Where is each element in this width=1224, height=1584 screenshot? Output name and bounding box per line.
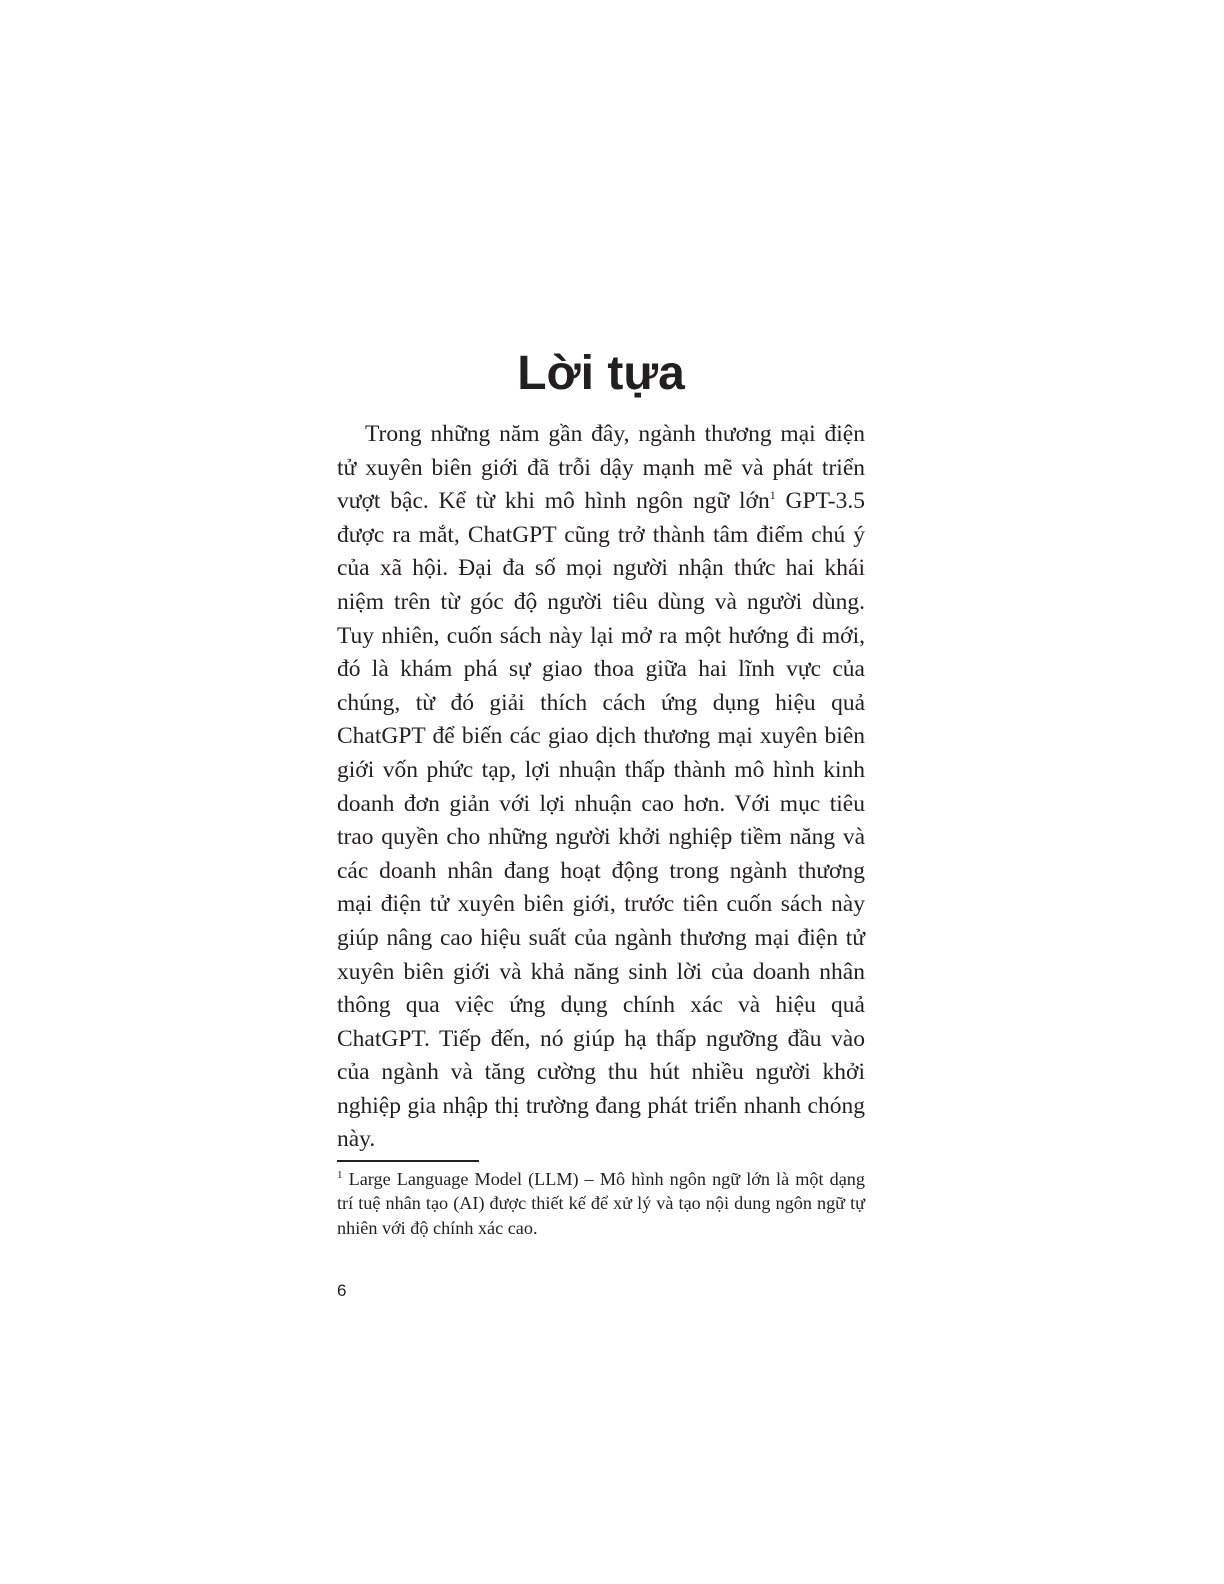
body-text-part-2: GPT-3.5 được ra mắt, ChatGPT cũng trở thành tâm điểm chú ý của xã hội. Đại đa số mọi người nhận thức hai khái niệm trên từ góc độ người tiêu dùng và người dùng. Tuy nhiên, cuốn sách này lại mở ra một hướng đi mới, đó là khám phá sự giao thoa giữa hai lĩnh vực của chúng, từ đó giải thích cách ứng dụng hiệu quả ChatGPT để biến các giao dịch thương mại xuyên biên giới vốn phức tạp, lợi nhuận thấp thành mô hình kinh doanh đơn giản với lợi nhuận cao hơn. Với mục tiêu trao quyền cho những người khởi nghiệp tiềm năng và các doanh nhân đang hoạt động trong ngành thương mại điện tử xuyên biên giới, trước tiên cuốn sách này giúp nâng cao hiệu suất của ngành thương mại điện tử xuyên biên giới và khả năng sinh lời của doanh nhân thông qua việc ứng dụng chính xác và hiệu quả ChatGPT. Tiếp đến, nó giúp hạ thấp ngưỡng đầu vào của ngành và tăng cường thu hút nhiều người khởi nghiệp gia nhập thị trường đang phát triển nhanh chóng này. [337,488,865,1153]
footnote-divider [337,1160,479,1162]
footnote [337,1167,865,1240]
body-paragraph [337,418,865,1157]
footnote-text: Large Language Model (LLM) – Mô hình ngôn ngữ lớn là một dạng trí tuệ nhân tạo (AI) được thiết kế để xử lý và tạo nội dung ngôn ngữ tự nhiên với độ chính xác cao. [337,1169,865,1238]
footnote-marker: 1 [337,1168,343,1181]
page-number: 6 [337,1281,347,1300]
footnote-reference: 1 [769,488,776,503]
body-text-part-1: Trong những năm gần đây, ngành thương mại điện tử xuyên biên giới đã trỗi dậy mạnh mẽ và phát triển vượt bậc. Kể từ khi mô hình ngôn ngữ lớn [337,421,865,515]
page-title: Lời tựa [517,347,685,400]
